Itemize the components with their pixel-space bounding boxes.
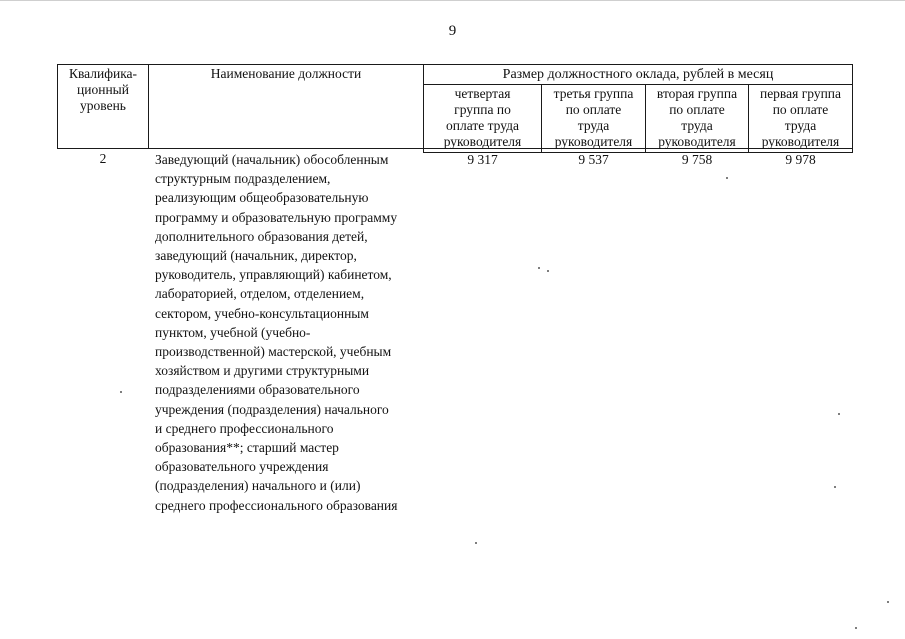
description-line: среднего профессионального образования	[155, 497, 398, 513]
scan-top-edge	[0, 0, 905, 1]
description-line: хозяйством и другими структурными	[155, 363, 370, 379]
table-top-border	[57, 64, 853, 65]
scan-speck	[726, 177, 728, 179]
description-line: сектором, учебно-консультационным	[155, 305, 369, 321]
scan-speck	[120, 391, 122, 393]
scan-speck	[838, 413, 840, 415]
page-number: 9	[448, 23, 457, 39]
header-group-second: вторая группа по оплате труда руководителя	[656, 86, 738, 149]
scan-speck	[547, 270, 549, 272]
salary-group-first: 9 978	[785, 152, 816, 167]
description-line: (подразделения) начального и (или)	[155, 478, 361, 494]
description-line: лабораторией, отделом, отделением,	[155, 286, 365, 302]
table-right-border	[852, 64, 853, 153]
description-line: руководитель, управляющий) кабинетом,	[155, 267, 392, 283]
description-line: пунктом, учебной (учебно-	[155, 324, 311, 340]
scan-speck	[834, 486, 836, 488]
description-line: учреждения (подразделения) начального	[155, 401, 389, 417]
row-qualification-level: 2	[99, 151, 107, 166]
salary-group-third: 9 537	[578, 152, 609, 167]
header-qualification-level: Квалифика- ционный уровень	[68, 66, 138, 113]
description-line: программу и образовательную программу	[155, 209, 398, 225]
description-line: образования**; старший мастер	[155, 440, 339, 456]
header-group-fourth: четвертая группа по оплате труда руководителя	[443, 86, 522, 149]
description-line: и среднего профессионального	[155, 420, 334, 436]
description-line: реализующим общеобразовательную	[155, 190, 369, 206]
salary-group-fourth: 9 317	[467, 152, 498, 167]
row-position-description	[155, 150, 430, 515]
scan-speck	[475, 542, 477, 544]
header-group-third: третья группа по оплате труда руководителя	[553, 86, 634, 149]
description-line: структурным подразделением,	[155, 171, 331, 187]
header-position-name: Наименование должности	[210, 66, 362, 81]
salary-group-second: 9 758	[681, 152, 713, 167]
scan-speck	[538, 267, 540, 269]
description-line: Заведующий (начальник) обособленным	[155, 152, 389, 167]
description-line: заведующий (начальник, директор,	[155, 248, 357, 264]
description-line: образовательного учреждения	[155, 459, 329, 475]
description-line: дополнительного образования детей,	[155, 228, 368, 244]
header-group-first: первая группа по оплате труда руководителя	[759, 86, 842, 149]
scan-speck	[855, 627, 857, 629]
header-salary-size: Размер должностного оклада, рублей в месяц	[502, 67, 774, 82]
description-line: производственной) мастерской, учебным	[155, 344, 392, 360]
salary-header-divider	[423, 84, 853, 85]
scan-speck	[887, 601, 889, 603]
description-line: подразделениями образовательного	[155, 382, 360, 398]
